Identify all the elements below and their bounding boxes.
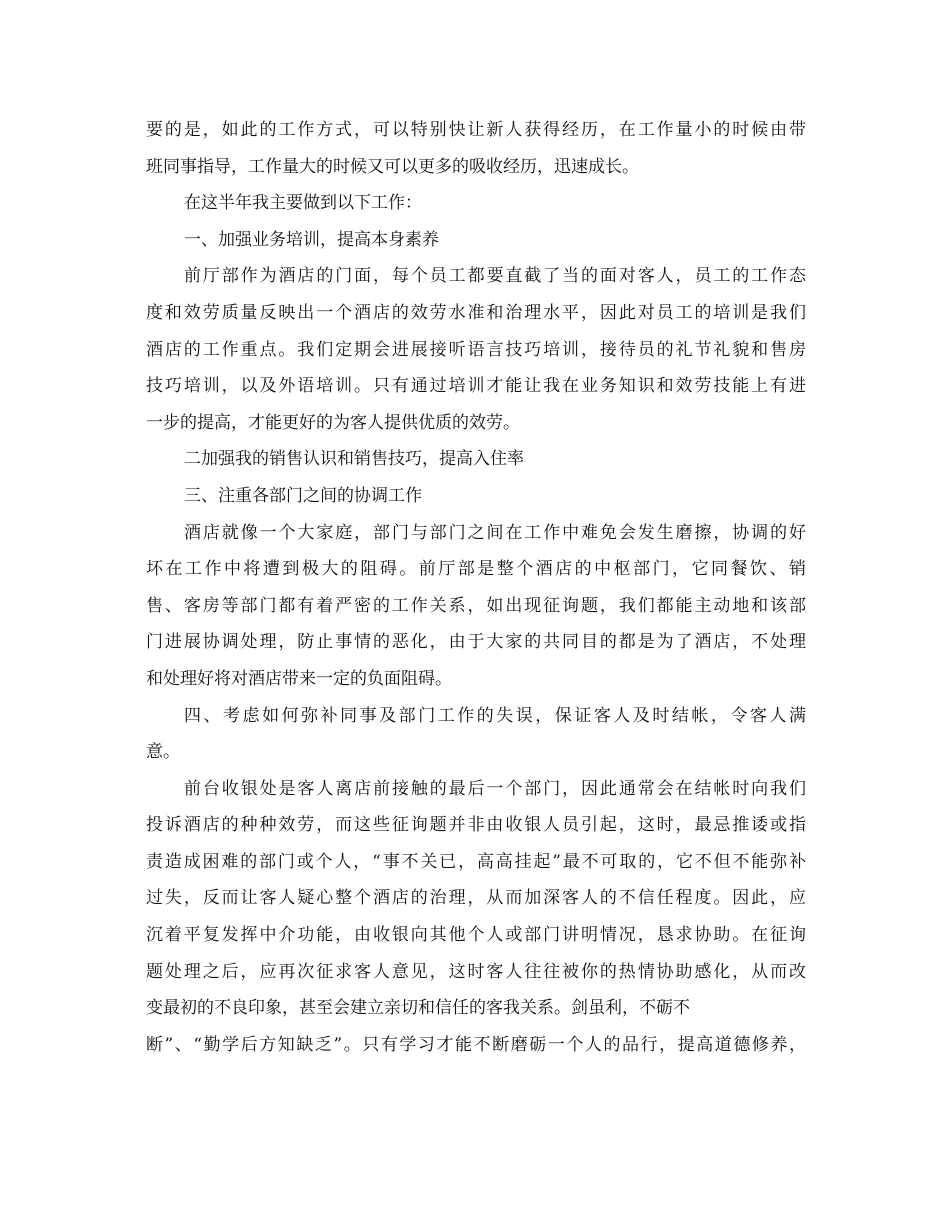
document-line: 班同事指导，工作量大的时候又可以更多的吸收经历，迅速成长。 (146, 156, 639, 177)
document-line: 要的是，如此的工作方式，可以特别快让新人获得经历，在工作量小的时候由带 (146, 120, 806, 140)
document-line: 酒店就像一个大家庭，部门与部门之间在工作中难免会发生磨擦，协调的好 (184, 522, 806, 543)
document-line: 前台收银处是客人离店前接触的最后一个部门，因此通常会在结帐时向我们 (184, 778, 806, 799)
document-line: 一步的提高，才能更好的为客人提供优质的效劳。 (146, 412, 520, 433)
document-line: 投诉酒店的种种效劳，而这些征询题并非由收银人员引起，这时，最忌推诿或指 (146, 815, 806, 836)
document-line: 和处理好将对酒店带来一定的负面阻碍。 (146, 668, 452, 689)
document-line: 前厅部作为酒店的门面，每个员工都要直截了当的面对客人，员工的工作态 (184, 266, 806, 287)
document-body (146, 112, 806, 1063)
document-line: 二加强我的销售认识和销售技巧，提高入住率 (184, 449, 524, 470)
document-line: 度和效劳质量反映出一个酒店的效劳水准和治理水平，因此对员工的培训是我们 (146, 302, 806, 323)
document-line: 题处理之后，应再次征求客人意见，这时客人往往被你的热情协助感化，从而改 (146, 961, 806, 982)
document-line: 四、考虑如何弥补同事及部门工作的失误，保证客人及时结帐，令客人满 (184, 705, 806, 726)
document-line: 在这半年我主要做到以下工作： (184, 193, 422, 214)
document-line: 沉着平复发挥中介功能，由收银向其他个人或部门讲明情况，恳求协助。在征询 (146, 925, 806, 946)
document-line: 酒店的工作重点。我们定期会进展接听语言技巧培训，接待员的礼节礼貌和售房 (146, 339, 806, 360)
document-line: 门进展协调处理，防止事情的恶化，由于大家的共同目的都是为了酒店，不处理 (146, 632, 806, 653)
document-line: 意。 (146, 742, 180, 763)
document-line: 技巧培训，以及外语培训。只有通过培训才能让我在业务知识和效劳技能上有进 (146, 376, 806, 397)
document-line: 变最初的不良印象，甚至会建立亲切和信任的客我关系。剑虽利，不砺不 (146, 998, 690, 1019)
document-line: 断”、“勤学后方知缺乏”。只有学习才能不断磨砺一个人的品行，提高道德修养， (146, 1034, 806, 1055)
document-line: 三、注重各部门之间的协调工作 (184, 485, 422, 506)
document-line: 责造成困难的部门或个人，“事不关已，高高挂起”最不可取的，它不但不能弥补 (146, 851, 806, 872)
document-line: 坏在工作中将遭到极大的阻碍。前厅部是整个酒店的中枢部门，它同餐饮、销 (146, 559, 806, 580)
document-line: 过失，反而让客人疑心整个酒店的治理，从而加深客人的不信任程度。因此，应 (146, 888, 806, 909)
document-line: 一、加强业务培训，提高本身素养 (184, 229, 439, 250)
document-line: 售、客房等部门都有着严密的工作关系，如出现征询题，我们都能主动地和该部 (146, 595, 806, 616)
